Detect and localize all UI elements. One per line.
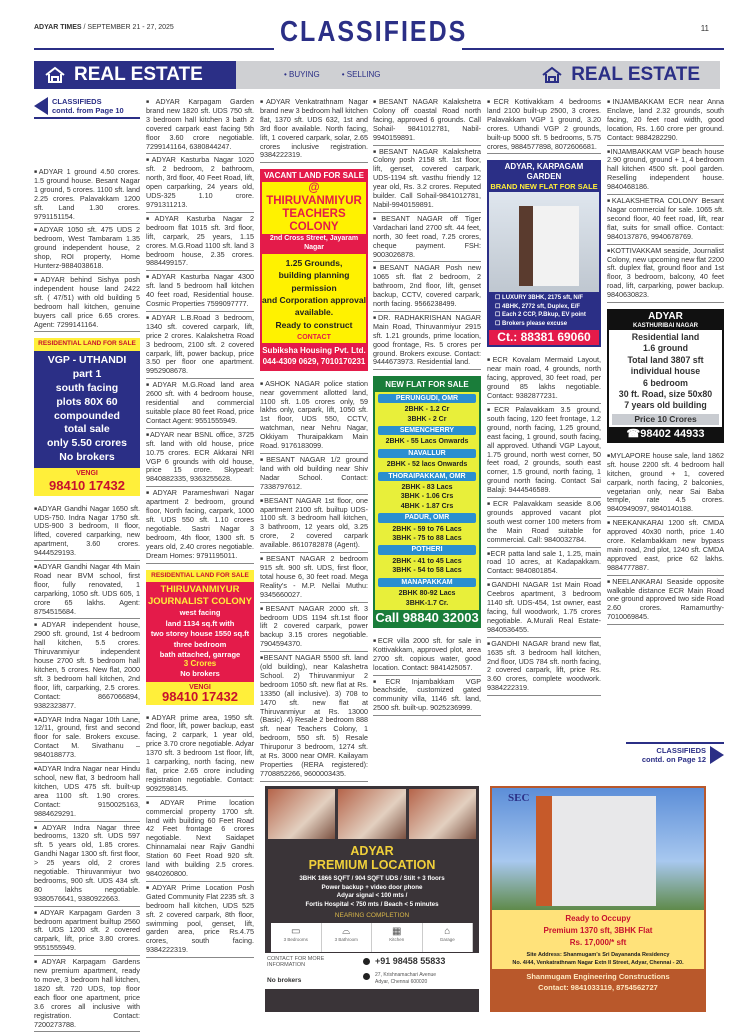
feature-item [372, 923, 423, 952]
feature-item [423, 923, 474, 952]
listing-item: ■ ADYAR L.B.Road 3 bedroom, 1340 sft. covered carpark, lift, price 2 crores. Kalakshetra Road 3 bedroom, 2100 sft. 2 covered carpark, lift, power backup, price 3.50 per floor one apartment. 9952908678. [146, 313, 254, 379]
listing-group [146, 713, 254, 959]
price-line: 3BHK - 1.06 Crs [400, 493, 454, 501]
listing-group [34, 167, 140, 332]
ad-line: compounded [54, 409, 120, 422]
ad-phone: 044-4309 0629, 7010170231 [262, 356, 366, 366]
ad-line: south facing [55, 381, 119, 394]
listing-item: ■ INJAMBAKKAM ECR near Anna Enclave, land 2.32 grounds, south facing, 20 feet road width, good location, Rs. 1.60 crore per ground. Contact: 9884282290. [607, 97, 724, 146]
listing-item: ■ MYLAPORE house sale, land 1862 sft. house 2200 sft. 4 bedroom hall kitchen, ground + 1, covered carpark, north facing, 2 balconies, vegetarian only, near Sai Baba temple, rate 4.5 crores. 9840949097, 9840140188. [607, 451, 724, 517]
price-line: 3BHK - 2 Cr [407, 415, 447, 423]
ad-phone: 98410 17432 [162, 688, 238, 704]
price-line: 2BHK - 52 lacs Onwards [386, 461, 468, 469]
ad-heading: ADYAR [609, 311, 722, 322]
section-title: CLASSIFIEDS [280, 15, 468, 49]
ad-phone: ☎98402 44933 [609, 427, 722, 441]
ad-line: 1.25 Grounds, [285, 258, 343, 269]
ad-heading: ADYAR, KARPAGAM GARDEN [489, 162, 599, 182]
ad-line: 7 years old building [624, 400, 707, 411]
listing-item: ■ ADYAR Indra Nagar 10th Lane, 12/11, ground, first and second floor for sale. Brokers excuse. Contact M. Sivathanu – 9840188773. [34, 715, 140, 764]
paper-name: ADYAR TIMES [34, 24, 82, 31]
listing-item: ■ ADYAR Indra Nagar near Hindu school, new flat, 3 bedroom hall kitchen, UDS 475 sft. built-up area 1100 sft. 1.90 crores. Contact: 9150025163, 9884629291. [34, 764, 140, 821]
ad-subheading: KASTHURIBAI NAGAR [609, 322, 722, 330]
bed-icon: ▭ [291, 926, 301, 938]
page-number: 11 [700, 24, 709, 33]
listing-item: ■ ADYAR Prime location commercial property 1700 sft. land with building 60 Feet Road 42 Feet frontage 6 crores negotiable. Next Saidapet Chinnamalai near Rajiv Gandhi Station 60 Feet Road 920 sft. land with building 2.5 crores. 9840260800. [146, 798, 254, 882]
listing-item: ■ DR. RADHAKRISHAN NAGAR Main Road, Thiruvanmiyur 2915 sft. 1.21 grounds, prime location, good frontage, Rs. 5 crores per ground. Brokers excuse. Contact: 9444673973. Residential land. [373, 313, 481, 370]
ad-heading: VACANT LAND FOR SALE [262, 171, 366, 182]
ad-footer [265, 953, 479, 989]
arrow-left-icon [34, 97, 48, 115]
ad-phone: Contact: 9841033119, 8754562727 [538, 983, 658, 992]
building-image [489, 192, 599, 292]
ad-title: TEACHERS COLONY [282, 208, 346, 234]
ad-line: building planning permission [278, 270, 350, 293]
ad-heading: Ready to Occupy [565, 914, 631, 923]
ad-line: Adyar signal < 100 mts / [336, 892, 408, 900]
photo [268, 789, 335, 839]
listing-item: ■ ADYAR Prime Location Posh Gated Community Flat 2235 sft. 3 bedroom hall kitchen, UDS 525 sft. 2 covered carpark, 8th floor, swimming pool, genset, lift, garden area, price Rs.4.75 crores, south facing. 9384222319. [146, 883, 254, 958]
location-icon [363, 973, 370, 980]
ad-feature: ☐ Each 2 CCP, P.Bkup, EV point [495, 312, 586, 319]
listing-group [607, 97, 724, 303]
contd-page: contd. on Page 12 [641, 755, 706, 764]
listing-group [260, 379, 368, 782]
column-1 [34, 97, 140, 1033]
ad-price: 3 Crores [183, 659, 217, 669]
ad-line: two storey house 1550 sq.ft [150, 629, 250, 639]
ad-heading: RESIDENTIAL LAND FOR SALE [34, 338, 140, 351]
ad-contact-name: VENGI [189, 683, 211, 691]
ad-body [146, 608, 254, 660]
ad-shanmugam [490, 786, 706, 1012]
listing-group [373, 636, 481, 716]
listing-item: ■ ADYAR 1050 sft. 475 UDS 2 bedroom, West Tambaram 1.35 ground independent house, 2 shop, ROI property, Home Hunterz-9884038618. [34, 225, 140, 274]
listing-item: ■ ADYAR Karpagam Garden brand new 1820 sft. UDS 750 sft. 3 bedroom hall kitchen 3 bath 2 covered carpark east facing 5th floor 3.60 crore negotiable. 7299141164, 6380844247. [146, 97, 254, 154]
ad-line: west facing [179, 608, 221, 618]
contd-label: CLASSIFIEDS [656, 746, 706, 755]
photo [338, 789, 405, 839]
contact-label: CONTACT FOR MORE INFORMATION [267, 956, 325, 969]
listing-item: ■ BESANT NAGAR 2000 sft. 3 bedroom UDS 1194 sft.1st floor lift 2 covered carpark, power backup 3.15 crores negotiable. 7904594370. [260, 604, 368, 653]
ad-line: Fortis Hospital < 750 mts / Beach < 5 minutes [305, 900, 439, 908]
listing-item: ■ ADYAR prime area, 1950 sft. 2nd floor, lift, power backup, east facing, 2 carpark, 1 year old, price 3.70 crore negotiable. Adyar 1370 sft. 3 bedroom 1st floor, lift, 1 carparking, north facing, new flat, price 2.65 crore including registration negotiable. Contact: 9092598145. [146, 713, 254, 797]
ad-line: part 1 [72, 368, 102, 381]
feature-label: 3 Bedrooms [283, 937, 308, 943]
listing-item: ■ ECR villa 2000 sft. for sale in Kottivakkam, approved plot, area 2700 sft. copious water, good location. Contact: 9841425057. [373, 636, 481, 676]
listing-item: ■ BESANT NAGAR 2 bedroom 915 sft. 900 sft. UDS, first floor, total house 6, 30 feet road. Mega Reality's - M.P. Nellai Muthu: 9345660027. [260, 554, 368, 603]
banner-title: REAL ESTATE [74, 64, 203, 85]
listing-item: ■ ADYAR M.G.Road land area 2600 sft. with 4 bedroom house, residential and commercial suitable place 80 feet Road, price Contact Agent: 9551555949. [146, 380, 254, 429]
ad-line: plots 80X 60 [56, 395, 118, 408]
ad-phone: Ct.: 88381 69060 [489, 330, 599, 345]
ad-line: individual house [630, 366, 701, 377]
ad-details [265, 875, 479, 909]
photo [409, 789, 476, 839]
ad-body [262, 254, 366, 334]
ad-contact-name: VENGI [76, 469, 98, 477]
ad-line: 6 bedroom [643, 377, 688, 388]
listing-group [607, 451, 724, 625]
ad-contact-label: CONTACT [297, 333, 331, 341]
ad-address: 2nd Cross Street, Jayaram Nagar [262, 234, 366, 254]
column-6 [607, 97, 724, 626]
location-label: PERUNGUDI, OMR [378, 394, 476, 403]
price-line: 2BHK - 55 Lacs Onwards [385, 438, 469, 446]
listing-group [373, 97, 481, 370]
tag-selling: • SELLING [341, 70, 381, 79]
arrow-right-icon [710, 746, 724, 764]
contd-page: contd. from Page 10 [52, 106, 124, 115]
listing-item: ■ ADYAR 1 ground 4.50 crores. 1.5 ground house. Besant Nagar 1 ground, 5 crores. 1100 sft. land 2.25 crores. Palavakkam 1200 sft. Land 1.30 crores. 9791151154. [34, 167, 140, 224]
ad-title: PREMIUM LOCATION [308, 858, 436, 872]
ad-title: @ THIRUVANMIYUR [266, 182, 362, 208]
listing-item: ■ ASHOK NAGAR police station near government allotted land, 1100 sft. 1.05 crores only, 59 lakhs only, carpark, lift, 1050 sft. 1st floor, UDS 550, CCTV, watchman, near Nehru Nagar, Okkiyam Thuraipakkam Main Road. 9176183099. [260, 379, 368, 454]
ad-line: bath attached, garrage [159, 650, 241, 660]
listing-item: ■ ECR patta land sale 1, 1.25, main road 10 acres, at Kadapakkam. Contact: 9840801854. [487, 549, 601, 580]
listing-item: ■ GANDHI NAGAR 1st Main Road Ceebros apartment, 3 bedroom 1140 sft. UDS-454, 1st owner, east facing, full woodwork, 1.75 crores negotiable. A.Murali Real Estate-9840536455. [487, 580, 601, 637]
listing-item: ■ BESANT NAGAR Posh new 1065 sft. flat 2 bedroom, 2 bathroom, 2nd floor, lift, genset backup, CCTV, covered carpark, north facing. 9566238499. [373, 263, 481, 312]
listing-item: ■ ADYAR Karpagam Garden 3 bedroom apartment builtup 2560 sft. UDS 1200 sft. 2 covered carpark, lift, price 3.80 crores. 9551555949. [34, 908, 140, 957]
banner-right [541, 61, 700, 89]
feature-item [322, 923, 373, 952]
contd-label: CLASSIFIEDS [52, 97, 102, 106]
listing-item: ■ ECR Injambakkam VGP beachside, customized gated community villa, 1146 sft. land, 2500 sft. built-up. 9025236999. [373, 677, 481, 717]
divider [34, 48, 274, 50]
ad-heading: RESIDENTIAL LAND FOR SALE [146, 570, 254, 583]
column-3 [260, 97, 368, 783]
ad-line: only 5.50 crores [47, 437, 127, 450]
column-4 [373, 97, 481, 717]
ad-heading: NEW FLAT FOR SALE [375, 378, 479, 391]
listing-item: ■ BESANT NAGAR 1st floor, one apartment 2100 sft. builtup UDS-1100 sft. 3 bedroom hall kitchen, 3 bathroom, 12 years old, 3.25 crore, 2 covered carpark available. 8610782878 (Agent). [260, 496, 368, 553]
listing-item: ■ ECR Kottivakkam 4 bedrooms land 2100 built-up 2500, 3 crores. Palavakkam VGP 1 ground, 3.20 crores. Uthandi VGP 2 grounds, built-up 5000 sft. 5 bedrooms, 5.75 crores, 9884577898, 8072606681. [487, 97, 601, 154]
location-label: THORAIPAKKAM, OMR [378, 472, 476, 481]
listing-item: ■ ADYAR near BSNL office, 3725 sft. land with old house, price 10.75 crores. ECR Akkarai NRI VGP 6 grounds with old house, price 15 crore. Skypearl: 9840882335, 9363255628. [146, 430, 254, 487]
ad-line: Residential land [631, 332, 700, 343]
listing-group [487, 355, 601, 696]
location-label: SEMENCHERRY [378, 426, 476, 435]
ad-line: No brokers [59, 450, 115, 463]
price-line: 2BHK 80-92 Lacs [398, 590, 456, 598]
ad-vgp-uthandi [34, 338, 140, 495]
location-label: PADUR, OMR [378, 513, 476, 522]
listing-item: ■ ECR Kovalam Mermaid Layout, near main road, 4 grounds, north facing, approved, 30 feet road, per ground 85 lakhs negotiable. Contact: 9382877231. [487, 355, 601, 404]
listing-item: ■ ADYAR Kasturba Nagar 1020 sft. 2 bedroom, 2 bathroom, north, 3rd floor, 40 Feet Road, lift, open carparking, 24 years old, UDS-325 1.10 crore. 9791311213. [146, 155, 254, 212]
listing-item: ■ NEELANKARAI Seaside opposite walkable distance ECR Main Road one ground approved two side Road 2.60 crores. Ramamurthy-7010069845. [607, 577, 724, 626]
building-image [492, 788, 704, 910]
listing-group [260, 97, 368, 163]
ad-body [375, 394, 479, 608]
listing-item: ■ ADYAR Indra Nagar three bedrooms, 1320 sft. UDS 597 sft. 5 years old, 1.85 crores. Gandhi Nagar 1300 sft. first floor, > 25 years old, 2 crores negotiable. Thiruvanmiyur two bedrooms, 900 sft. UDS 434 sft. 80 lakhs negotiable. 9380576641, 9380922663. [34, 823, 140, 907]
ad-line: 3BHK 1866 SQFT / 904 SQFT UDS / Stilt + 3 floors [299, 875, 445, 882]
ad-title: THIRUVANMIYUR [160, 584, 240, 596]
ad-body [609, 330, 722, 414]
listing-item: ■ ADYAR Gandhi Nagar 1650 sft. UDS-750. Indra Nagar 1750 sft. UDS-900 3 bedroom, II floor, lifted, covered carparking, new apartment, 3.60 crores. 9444529193. [34, 504, 140, 561]
ad-address: 27, Krishnamachari Avenue [375, 972, 437, 979]
ad-feature: ☐ Brokers please excuse [495, 320, 568, 327]
listing-item: ■ BESANT NAGAR Kalakshetra Colony posh 2158 sft. 1st floor, lift, genset, covered carpark, UDS-1194 sft. vasthu friendly 12 year old, Rs. 3.2 crores. Reputed builder. Call Sohail-9841012781, Nabil-9940159891. [373, 147, 481, 213]
ad-price: Rs. 17,000/* sft [569, 938, 627, 947]
issue-date: / SEPTEMBER 21 - 27, 2025 [83, 24, 174, 31]
ad-heading: ADYAR [350, 844, 394, 858]
listing-item: ■ ADYAR independent house, 2900 sft. ground, 1st 4 bedroom hall kitchen, 5.5 crores. Thiruvanmiyur independent house 2700 sft. 5 bedroom hall kitchen, 5 crores. New flat, 2000 sft. 3 bedroom hall kitchen, 2nd floor, lift, carparking, 2.5 crores. Contact: 8667066894, 9382323877. [34, 620, 140, 713]
banner-title: REAL ESTATE [571, 64, 700, 85]
ad-address: No. 4/44, Venkatrathnam Nagar Extn II Street, Adyar, Chennai - 20. [512, 959, 684, 966]
ad-line: three bedroom [173, 639, 227, 649]
feature-item [271, 923, 322, 952]
listing-item: ■ GANDHI NAGAR brand new flat, 1635 sft. 3 bedroom hall kitchen, 2nd floor, UDS 784 sft. north facing, 2 covered carpark, lift, price Rs. 3.60 crores, complete woodwork. 9384222319. [487, 639, 601, 696]
ad-phone: 98410 17432 [49, 477, 125, 493]
listing-item: ■ ADYAR Parameshwari Nagar apartment 2 bedroom, ground floor, North facing, carpark, 1000 sft. UDS 550 sft. 1.10 crores negotiable. Sastri Nagar 3 bedroom, 4th floor, 1300 sft. 5 years old, 2.40 crores negotiable. Dream Homes: 9791195011. [146, 488, 254, 563]
listing-group [487, 97, 601, 154]
ad-note: No brokers [180, 669, 220, 679]
location-label: POTHERI [378, 545, 476, 554]
ad-line: Power backup + video door phone [321, 883, 423, 891]
house-icon [44, 66, 66, 84]
ad-company: Shanmugam Engineering Constructions [526, 972, 670, 981]
ad-karpagam-garden [487, 160, 601, 347]
listing-item: ■ KALAKSHETRA COLONY Besant Nagar commercial for sale. 1065 sft. second floor, 40 feet road, lift, rear flat, suits for small office. Contact: 9840137876, 9940678769. [607, 196, 724, 245]
column-2 [146, 97, 254, 959]
divider [462, 48, 724, 50]
price-line: 3BHK - 75 to 88 Lacs [392, 535, 462, 543]
ad-kasthuribai-nagar [607, 309, 724, 443]
contd-on[interactable] [626, 742, 724, 764]
ad-line: available. [294, 307, 334, 318]
price-line: 4BHK - 1.87 Crs [400, 502, 454, 510]
listing-item: ■ BESANT NAGAR 1/2 ground land with old building near Shiv Nadar School. Contact: 7338797612. [260, 455, 368, 495]
feature-strip [271, 923, 473, 952]
location-label: NAVALLUR [378, 449, 476, 458]
ad-teachers-colony [260, 169, 368, 370]
ad-status: NEARING COMPLETION [334, 912, 410, 920]
kitchen-icon: ▦ [392, 926, 402, 938]
tag-buying: • BUYING [284, 70, 320, 79]
ad-features [489, 292, 599, 330]
location-label: MANAPAKKAM [378, 578, 476, 587]
ad-line: Ready to construct [275, 319, 353, 330]
ad-note: No brokers [267, 977, 302, 985]
contd-from[interactable] [34, 97, 140, 119]
ad-company: Subiksha Housing Pvt. Ltd. [262, 345, 366, 355]
section-banner [34, 61, 720, 89]
ad-subheading: BRAND NEW FLAT FOR SALE [490, 182, 598, 192]
phone-icon [363, 958, 370, 965]
banner-left [34, 61, 236, 89]
ad-body [34, 351, 140, 467]
banner-tags [284, 70, 403, 79]
masthead [34, 24, 174, 31]
listing-item: ■ ADYAR Kasturba Nagar 4300 sft. land 5 bedroom hall kitchen 40 feet road, Residential house. Cosmic Properties 7599097777. [146, 272, 254, 312]
listing-item: ■ INJAMBAKKAM VGP beach house 2.90 ground, ground + 1, 4 bedroom hall kitchen 4500 sft. pool garden. Reselling independent house. 9840468186. [607, 147, 724, 196]
listing-item: ■ ADYAR behind Sishya posh independent house land 2422 sft. ( 47/51) with old building 5 bedroom hall kitchen, genuine buyers call price 6.65 crores. Agent: 7299141164. [34, 275, 140, 332]
ad-adyar-premium [265, 786, 479, 1012]
bathtub-icon: ⌓ [342, 926, 351, 938]
ad-line: total sale [64, 423, 110, 436]
listing-item: ■ ADYAR Gandhi Nagar 4th Main Road near BVM school, first floor, fully renovated, 1 carparking, 1050 sft. UDS 605, 1 crore 65 lakhs. Agent: 8754515684. [34, 562, 140, 619]
price-line: 2BHK - 83 Lacs [401, 484, 453, 492]
listing-item: ■ ECR Palavakkam seaside 8.06 grounds approved vacant plot south west corner 100 meters from the Main Road suitable for commercial. Call: 9840032784. [487, 499, 601, 548]
listing-group [34, 504, 140, 1033]
ad-journalist-colony [146, 570, 254, 705]
company-logo: SEC [508, 792, 530, 804]
price-line: 2BHK - 59 to 76 Lacs [392, 525, 462, 533]
ad-phone: Call 98840 32003 [375, 609, 479, 625]
house-icon [541, 66, 563, 84]
ad-title: JOURNALIST COLONY [148, 596, 252, 608]
feature-label: Garage [439, 937, 455, 943]
ad-feature: ☐ LUXURY 3BHK, 2175 sft, N/F [495, 295, 584, 302]
ad-line: land 1134 sq.ft with [165, 618, 235, 628]
price-line: 3BHK - 54 to 58 Lacs [392, 567, 462, 575]
listing-item: ■ ECR Palavakkam 3.5 ground, south facing, 120 feet frontage, 1.2 ground, north facing, 1.25 ground, east facing, 1 ground, south facing, all approved. Uthandi VGP Layout, 1.75 ground, north west corner, 50 feet road, 2 grounds, south east corner, 1.5 ground, north facing, 1 ground north facing. Contact Sai Balaji: 9444546589. [487, 405, 601, 498]
feature-label: 3 Bathroom [334, 937, 358, 943]
ad-line: Total land 3807 sft [627, 354, 704, 365]
ad-new-flat [373, 376, 481, 628]
price-line: 2BHK - 41 to 45 Lacs [392, 557, 462, 565]
ad-price: Price 10 Crores [612, 414, 719, 425]
listing-group [146, 97, 254, 564]
ad-line: VGP - UTHANDI [47, 354, 127, 367]
listing-item: ■ KOTTIVAKKAM seaside, Journalist Colony, new upcoming new flat 2200 sft. duplex flat, ground floor and 1st floor, 3 bedroom, balcony, 40 feet road, lift, carparking, power backup. 9840630823. [607, 246, 724, 303]
listing-item: ■ ADYAR Kasturba Nagar 2 bedroom flat 1015 sft. 3rd floor, lift, carpark, 25 years, 1.15 crores. M.G.Road 1100 sft. land 3 bedroom house, 2.35 crores. 9884499157. [146, 214, 254, 271]
ad-line: 30 ft. Road, size 50x80 [618, 389, 713, 400]
ad-title: Premium 1370 sft, 3BHK Flat [543, 926, 653, 935]
ad-line: and Corporation approval [262, 294, 366, 305]
price-line: 3BHK-1.7 Cr. [405, 599, 449, 607]
ad-feature: ☐ 4BHK, 2772 sft, Duplex, E/F [495, 303, 581, 310]
garage-icon: ⌂ [444, 926, 451, 938]
feature-label: Kitchen [389, 937, 405, 943]
listing-item: ■ ADYAR Karpagam Gardens new premium apartment, ready to move, 3 bedroom hall kitchen, 1820 sft. 720 UDS, top floor each floor one apartment, price 3.6 crores all inclusive with registration. Contact: 7200273788. [34, 957, 140, 1032]
price-line: 2BHK - 1.2 Cr [404, 406, 450, 414]
listing-item: ■ BESANT NAGAR Kalakshetra Colony off coastal Road north facing, approved 6 grounds. Call Sohail- 9841012781, Nabil-9940159891. [373, 97, 481, 146]
ad-line: 1.6 ground [643, 343, 688, 354]
listing-item: ■ NEEKANKARAI 1200 sft. CMDA approved 40x30 north, price 1.40 crore. Kelambakkam new bypass main road, 2nd plot, 1240 sft. CMDA approved east, price 62 lakhs. 9884777887. [607, 518, 724, 575]
listing-item: ■ BESANT NAGAR 5500 sft. land (old building), near Kalashetra School. 2) Thiruvanmiyur 2 bedroom 1050 sft. new flat at Rs. 13350 (all inclusive). 3) 708 to 1470 sft. new flat at Thiruvanmiyur at Rs. 13000 (Basic). 4) Resale 2 bedroom 888 sft. near Teachers Colony, 1 bedroom, 550 sft. 5) Resale Thiruporur 3 bedroom, 1274 sft. at Rs. 3000 near OMR. Kailayam Properties (RERA registered): 7708852266, 9600003435. [260, 653, 368, 782]
interior-photos [265, 786, 479, 842]
listing-item: ■ ADYAR Venkatrathnam Nagar brand new 3 bedroom hall kitchen flat, 1370 sft. UDS 632, 1st and 3rd floor available. North facing, lift, 1 covered carpark, solar, 2.65 crores inclusive registration. 9384222319. [260, 97, 368, 163]
listing-item: ■ BESANT NAGAR off Tiger Vardachari land 2700 sft. 44 feet, north, 30 feet road, 7.25 crores, cheque payment. FSH: 9003026878. [373, 214, 481, 263]
ad-phone: +91 98458 55833 [375, 956, 446, 967]
ad-site: Site Address: Shanmugam's Sri Dayananda Residency [526, 952, 670, 958]
column-5 [487, 97, 601, 697]
ad-address: Adyar, Chennai 600020 [375, 979, 428, 986]
